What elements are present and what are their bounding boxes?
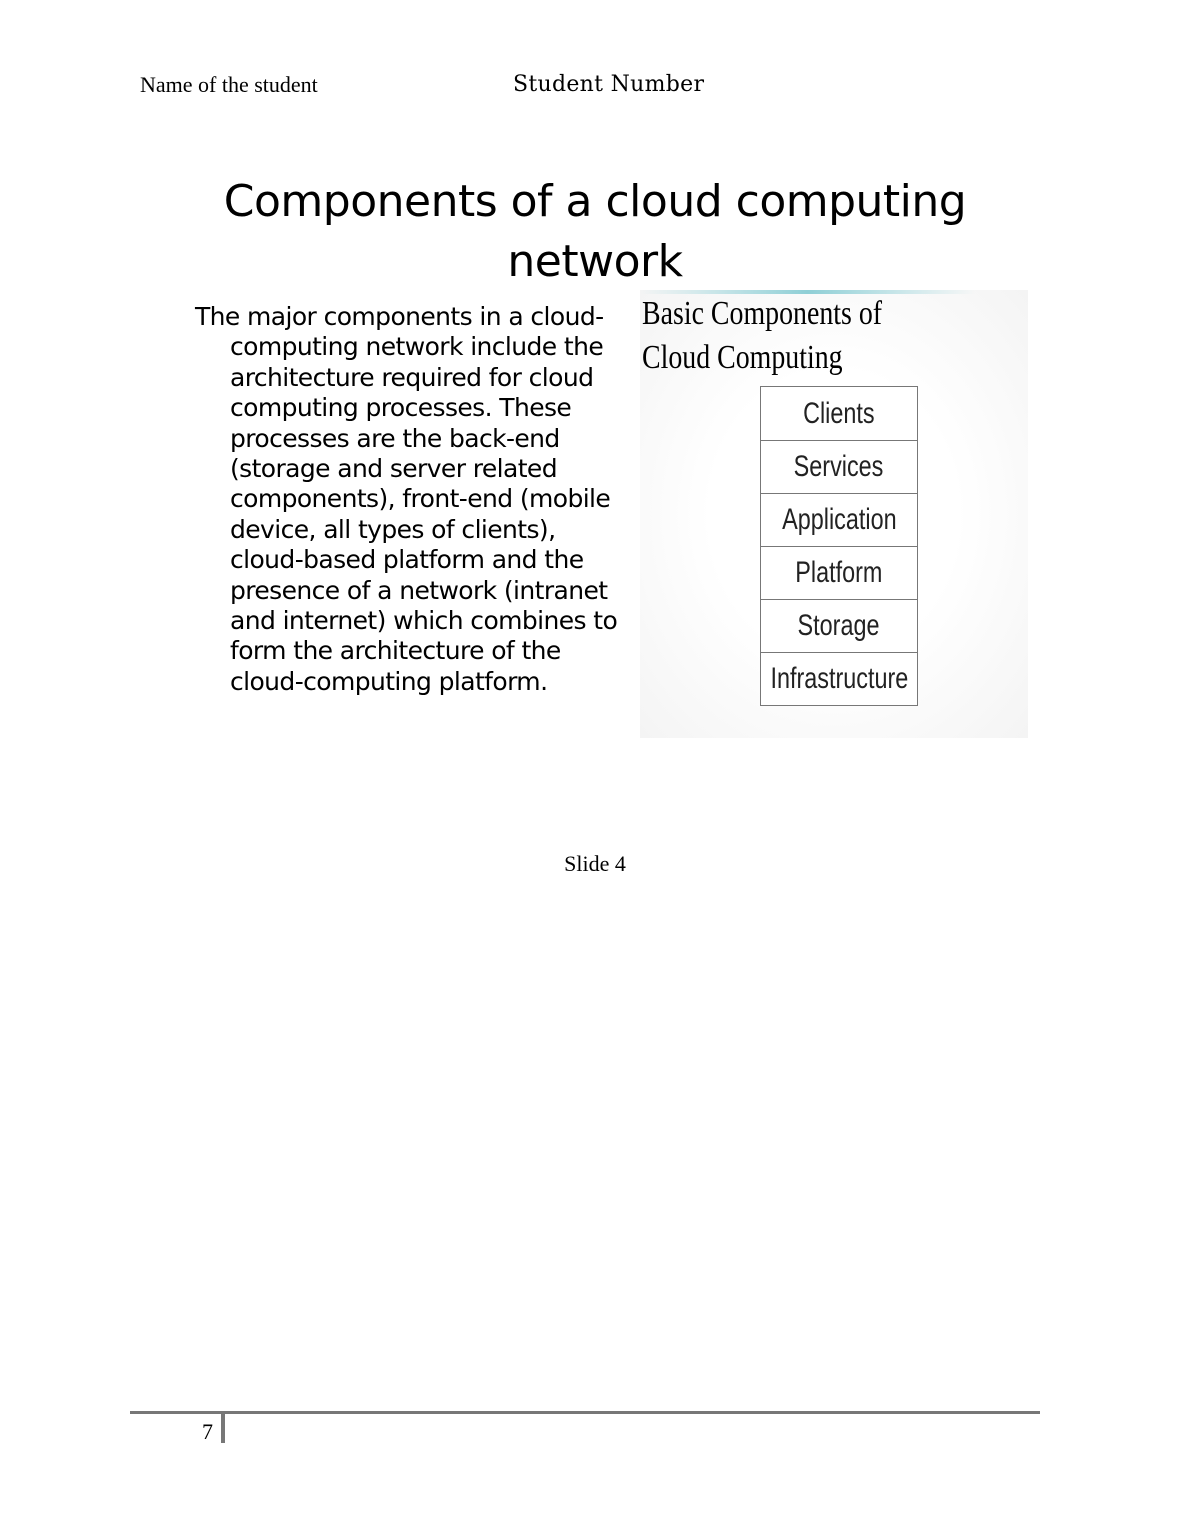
layer-application [761, 493, 917, 546]
layer-label: Platform [795, 556, 883, 589]
layer-services [761, 440, 917, 493]
student-name-label: Name of the student [140, 72, 318, 97]
layer-label: Services [794, 450, 884, 483]
component-stack [760, 386, 918, 706]
layer-label: Application [781, 503, 897, 536]
slide-caption: Slide 4 [564, 851, 626, 876]
footer-rule [130, 1411, 1040, 1414]
page-number-bar [221, 1414, 225, 1443]
layer-platform [761, 546, 917, 599]
page-number: 7 [202, 1419, 213, 1444]
slide-body-text: The major components in a cloud-computing network include the architecture required for cloud computing processes. These processes are the back-end (storage and server related components), front-end (mobile device, all types of clients), cloud-based platform and the presence of a network (intranet and internet) which combines to form the architecture of the cloud-computing platform. [195, 302, 618, 696]
layer-label: Infrastructure [770, 662, 908, 695]
layer-clients [761, 387, 917, 440]
layer-label: Clients [803, 396, 875, 430]
student-number-label: Student Number [513, 72, 705, 97]
slide [185, 160, 1045, 760]
layer-label: Storage [798, 609, 880, 642]
components-figure [640, 290, 1028, 738]
slide-title: Components of a cloud computing network [223, 176, 967, 287]
layer-storage [761, 599, 917, 652]
layer-infrastructure [761, 652, 917, 705]
figure-title: Basic Components of Cloud Computing [642, 295, 883, 376]
